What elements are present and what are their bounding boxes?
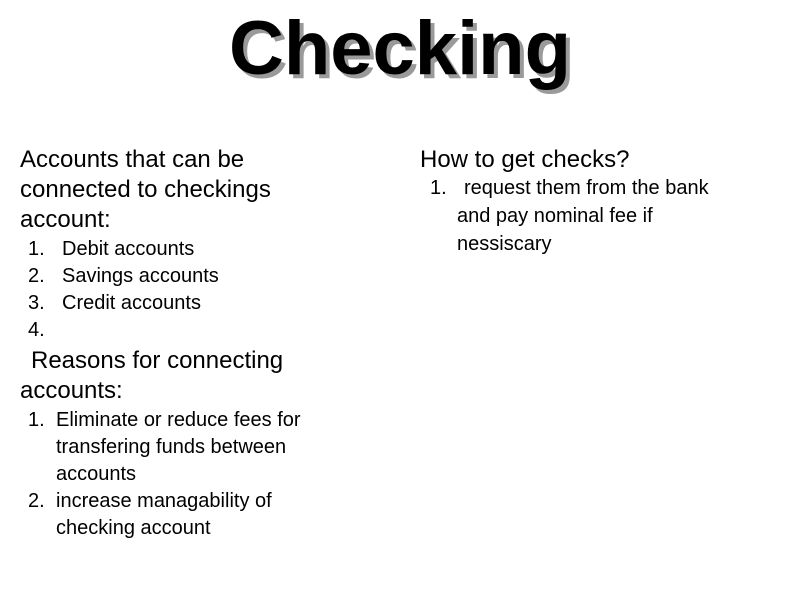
list-text: Debit accounts <box>62 238 195 260</box>
accounts-heading-line-2: connected to checkings <box>20 176 271 203</box>
accounts-heading-line-1: Accounts that can be <box>20 146 245 173</box>
list-number: 4. <box>28 319 45 341</box>
list-number: 2. <box>28 265 45 287</box>
account-type-item-2 <box>28 263 219 290</box>
reasons-heading-line-2: accounts: <box>20 377 123 404</box>
account-type-item-4 <box>28 317 62 344</box>
reason-item-2-line-1 <box>28 488 272 515</box>
list-number: 1. <box>28 409 45 431</box>
list-text: Savings accounts <box>62 265 219 287</box>
list-text: increase managability of <box>56 490 272 512</box>
reasons-heading-line-1: Reasons for connecting <box>31 347 284 374</box>
list-text: Credit accounts <box>62 292 201 314</box>
accounts-heading-line-3: account: <box>20 206 111 233</box>
reason-item-1-line-1 <box>28 407 301 434</box>
account-type-item-1 <box>28 236 194 263</box>
list-number: 1. <box>28 238 45 260</box>
list-text: Eliminate or reduce fees for <box>56 409 301 431</box>
list-text: request them from the bank <box>464 177 709 199</box>
checks-item-1-line-3: nessiscary <box>457 233 552 255</box>
reason-item-2-line-2: checking account <box>56 517 211 539</box>
account-type-item-3 <box>28 290 201 317</box>
slide-title: Checking <box>228 6 572 91</box>
reason-item-1-line-2: transfering funds between <box>56 436 287 458</box>
checks-heading: How to get checks? <box>420 146 630 173</box>
list-number: 3. <box>28 292 45 314</box>
checks-item-1-line-1 <box>430 175 709 202</box>
checks-item-1-line-2: and pay nominal fee if <box>457 205 653 227</box>
list-number: 2. <box>28 490 45 512</box>
list-number: 1. <box>430 177 447 199</box>
reason-item-1-line-3: accounts <box>56 463 137 485</box>
